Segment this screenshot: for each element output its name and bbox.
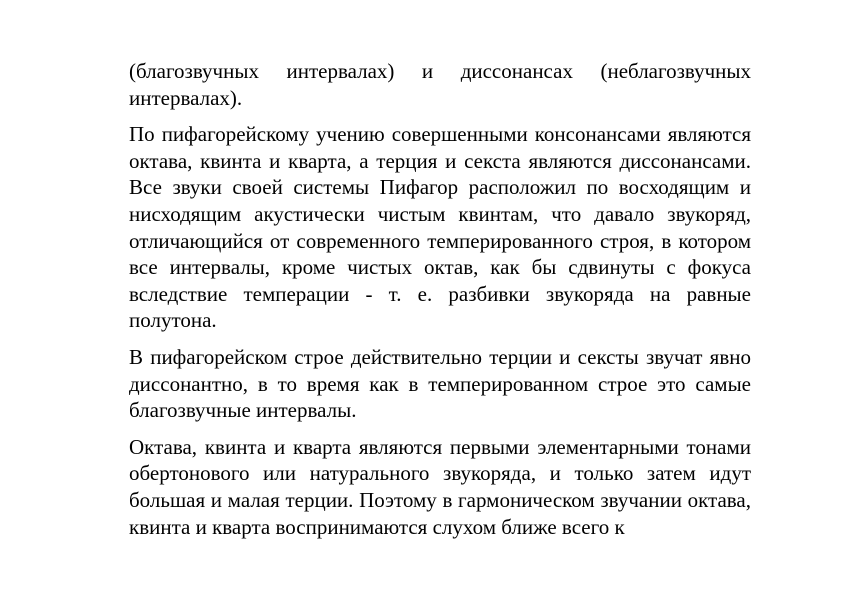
paragraph-intervals-continuation: (благозвучных интервалах) и диссонансах (неблагозвучных интервалах).	[129, 59, 751, 110]
paragraph-pythagorean-teaching: По пифагорейскому учению совершенными консонансами являются октава, квинта и кварта, а терция и секста являются диссонансами. Все звуки своей системы Пифагор расположил по восходящим и нисходящим акустически чистым квинтам, что давало звукоряд, отличающийся от современного темперированного строя, в котором все интервалы, кроме чистых октав, как бы сдвинуты с фокуса вследствие темперации - т. е. разбивки звукоряда на равные полутона.	[129, 122, 751, 333]
document-body	[129, 58, 751, 550]
paragraph-pythagorean-tuning: В пифагорейском строе действительно терции и сексты звучат явно диссонантно, в то время как в темперированном строе это самые благозвучные интервалы.	[129, 344, 751, 423]
paragraph-overtone-series: Октава, квинта и кварта являются первыми элементарными тонами обертонового или натурального звукоряда, и только затем идут большая и малая терции. Поэтому в гармоническом звучании октава, квинта и кварта воспринимаются слухом ближе всего к	[129, 434, 751, 539]
